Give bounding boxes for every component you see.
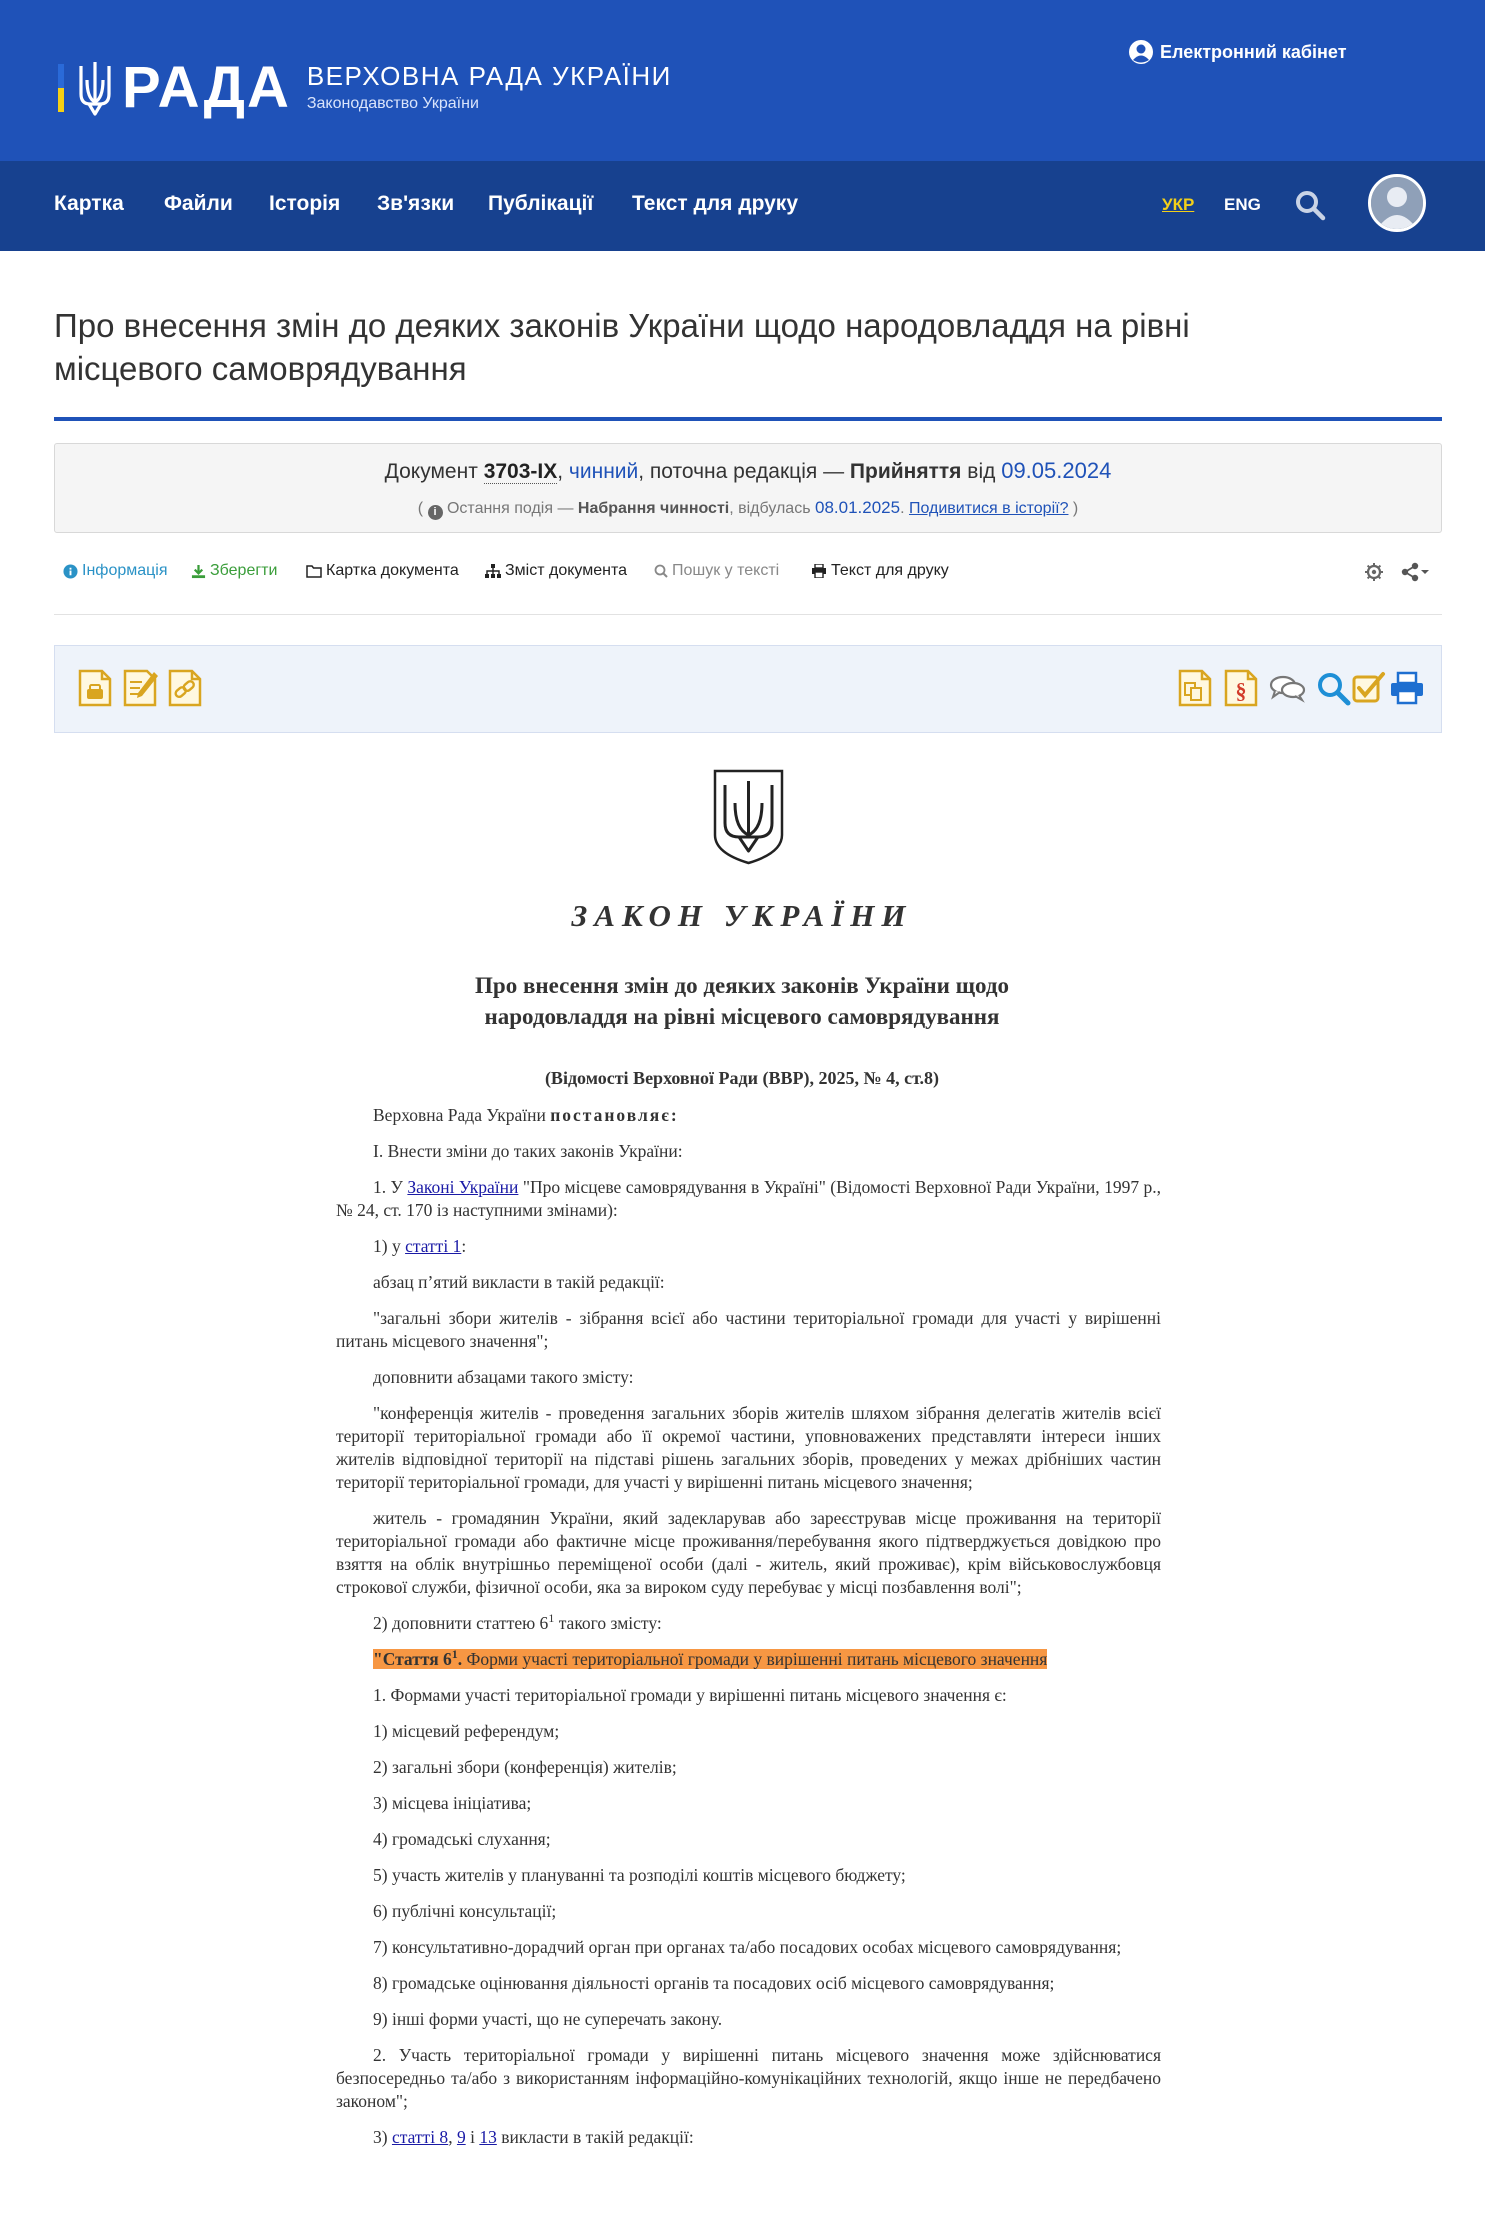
document-archive-icon[interactable] bbox=[75, 668, 115, 708]
document-toolbar bbox=[54, 558, 1442, 588]
status-from: від bbox=[967, 460, 996, 483]
rada-logo[interactable] bbox=[58, 56, 672, 120]
section-sign-icon[interactable] bbox=[1221, 668, 1261, 708]
document-link-icon[interactable] bbox=[165, 668, 205, 708]
last-event: ( i Остання подія — Набрання чинності, відбулась 08.01.2025. Подивитися в історії? ) bbox=[417, 498, 1079, 518]
law-paragraph: 3) статті 8, 9 і 13 викласти в такій редакції: bbox=[373, 2127, 694, 2147]
title-divider bbox=[54, 417, 1442, 421]
law-paragraph: 4) громадські слухання; bbox=[373, 1829, 551, 1849]
contents-label: Зміст документа bbox=[505, 562, 628, 579]
status-prefix: Документ bbox=[384, 460, 478, 483]
site-title: ВЕРХОВНА РАДА УКРАЇНИ bbox=[306, 61, 672, 91]
gear-icon[interactable] bbox=[1364, 562, 1384, 582]
paren-open: ( bbox=[417, 500, 424, 517]
law-paragraph: доповнити абзацами такого змісту: bbox=[373, 1367, 634, 1387]
article-link[interactable]: 9 bbox=[456, 2127, 466, 2147]
law-paragraph: 9) інші форми участі, що не суперечать закону. bbox=[373, 2009, 723, 2029]
document-state: чинний bbox=[568, 460, 639, 483]
document-card-button[interactable] bbox=[306, 562, 459, 580]
law-paragraph: "конференція жителів - проведення загальних зборів жителів шляхом зібрання делегатів жителів всієї території територіальної громади або її окремої частини, уповноважених представляти інтереси інших жителів відповідної території на підставі рішень загальних зборів, проведених у межах дрібніших частин території територіальної громади, для участі у вирішенні питань місцевого значення; bbox=[336, 1403, 1161, 1492]
search-label: Пошук у тексті bbox=[672, 562, 780, 579]
law-paragraph: 3) місцева ініціатива; bbox=[373, 1793, 532, 1813]
law-paragraph: Верховна Рада України постановляє: bbox=[373, 1105, 679, 1125]
lang-eng[interactable]: ENG bbox=[1224, 195, 1261, 214]
history-link[interactable]: Подивитися в історії? bbox=[908, 500, 1069, 517]
toolbar-divider bbox=[54, 614, 1442, 615]
print-text-button[interactable] bbox=[811, 562, 949, 580]
flag-icon bbox=[58, 64, 64, 112]
info-button[interactable] bbox=[63, 562, 168, 580]
document-number[interactable]: 3703-IX bbox=[483, 460, 558, 483]
article-link[interactable]: статті 1 bbox=[405, 1236, 462, 1256]
law-paragraph: 7) консультативно-дорадчий орган при органах та/або посадових особах місцевого самоврядування; bbox=[373, 1937, 1122, 1957]
lang-ukr[interactable]: УКР bbox=[1162, 195, 1195, 214]
printer-icon bbox=[811, 564, 827, 578]
nav-item-card[interactable]: Картка bbox=[54, 192, 124, 215]
last-event-held: , відбулась bbox=[729, 500, 811, 517]
law-paragraph: 2. Участь територіальної громади у вирішенні питань місцевого значення може здійснюватися безпосередньо та/або з використанням інформаційно-комунікаційних технологій, якщо інше не передбачено законом"; bbox=[336, 2045, 1161, 2111]
status-event: Прийняття bbox=[849, 460, 962, 483]
law-paragraph: 5) участь жителів у плануванні та розподілі коштів місцевого бюджету; bbox=[373, 1865, 906, 1885]
save-label: Зберегти bbox=[210, 562, 278, 579]
print-label: Текст для друку bbox=[831, 562, 949, 579]
main-nav bbox=[0, 161, 1485, 251]
share-icon[interactable] bbox=[1400, 562, 1432, 582]
info-icon: i bbox=[428, 505, 443, 520]
law-paragraph: 1) у статті 1: bbox=[373, 1236, 467, 1256]
download-icon bbox=[191, 564, 206, 579]
avatar[interactable] bbox=[1368, 174, 1426, 232]
status-date: 09.05.2024 bbox=[1001, 458, 1112, 483]
law-paragraph: "загальні збори жителів - зібрання всієї або частини територіальної громади для участі у вирішенні питань місцевого значення"; bbox=[336, 1308, 1161, 1351]
save-button[interactable] bbox=[191, 562, 277, 580]
folder-icon bbox=[306, 564, 322, 578]
search-in-text-button[interactable] bbox=[654, 562, 779, 580]
law-paragraph: 2) доповнити статтею $6^1$ такого змісту: bbox=[373, 1611, 662, 1633]
law-paragraph: житель - громадянин України, який задекларував або зареєстрував місце проживання на території територіальної громади або фактичне місце проживання/перебування якого підтверджується довідкою про взяття на облік внутрішньо переміщеної особи (далі - житель, який проживає), крім військовослужбовця строкової служби, фізичної особи, яка за вироком суду перебуває у місці позбавлення волі"; bbox=[336, 1508, 1161, 1597]
highlighted-article-heading: "Стаття $6^1$. Форми участі територіальної громади у вирішенні питань місцевого значення bbox=[373, 1647, 1048, 1669]
law-paragraph: 1. У Законі України "Про місцеве самоврядування в Україні" (Відомості Верховної Ради України, 1997 р., № 24, ст. 170 із наступними змінами): bbox=[336, 1177, 1162, 1220]
search-icon bbox=[654, 564, 668, 578]
card-label: Картка документа bbox=[326, 562, 459, 579]
site-header bbox=[0, 0, 1485, 161]
law-paragraph: 1) місцевий референдум; bbox=[373, 1721, 560, 1741]
nav-item-files[interactable]: Файли bbox=[164, 192, 233, 215]
document-edit-icon[interactable] bbox=[120, 668, 160, 708]
svg-text:§: § bbox=[1235, 678, 1247, 703]
law-publication: (Відомості Верховної Ради (ВВР), 2025, № 4, ст.8) bbox=[544, 1068, 940, 1088]
coat-of-arms-icon bbox=[711, 767, 786, 865]
logo-word: РАДА bbox=[122, 55, 291, 120]
user-circle-icon bbox=[1128, 39, 1154, 65]
law-paragraph: 2) загальні збори (конференція) жителів; bbox=[373, 1757, 677, 1777]
nav-item-print-text[interactable]: Текст для друку bbox=[632, 192, 799, 215]
law-paragraph: 8) громадське оцінювання діяльності органів та посадових осіб місцевого самоврядування; bbox=[373, 1973, 1055, 1993]
cabinet-label: Електронний кабінет bbox=[1160, 41, 1347, 62]
document-compare-icon[interactable] bbox=[1175, 668, 1215, 708]
info-label: Інформація bbox=[82, 562, 168, 579]
article-link[interactable]: 13 bbox=[479, 2127, 497, 2147]
nav-item-history[interactable]: Історія bbox=[269, 192, 341, 215]
checklist-icon[interactable] bbox=[1349, 668, 1389, 708]
law-body bbox=[336, 1104, 1161, 2162]
print-icon[interactable] bbox=[1387, 668, 1427, 708]
paren-close: ) bbox=[1072, 500, 1079, 517]
document-status-box bbox=[54, 443, 1442, 533]
nav-item-links[interactable]: Зв'язки bbox=[377, 192, 455, 215]
law-paragraph: I. Внести зміни до таких законів України: bbox=[373, 1141, 683, 1161]
electronic-cabinet-link[interactable] bbox=[1128, 38, 1347, 66]
law-name-line2: народовладдя на рівні місцевого самоврядування bbox=[484, 1004, 1000, 1029]
trident-icon bbox=[76, 58, 114, 118]
law-paragraph: абзац п’ятий викласти в такій редакції: bbox=[373, 1272, 665, 1292]
sitemap-icon bbox=[485, 564, 501, 578]
page-title: Про внесення змін до деяких законів України щодо народовладдя на рівні місцевого самоврядування bbox=[54, 307, 1190, 387]
article-link[interactable]: статті 8 bbox=[391, 2127, 449, 2147]
comments-icon[interactable] bbox=[1267, 668, 1307, 708]
law-paragraph: 1. Формами участі територіальної громади у вирішенні питань місцевого значення є: bbox=[373, 1685, 1007, 1705]
status-edition: , поточна редакція — bbox=[638, 460, 845, 483]
document-actions-panel bbox=[54, 645, 1442, 733]
contents-button[interactable] bbox=[485, 562, 627, 580]
law-heading: ЗАКОН УКРАЇНИ bbox=[571, 898, 913, 933]
law-name-line1: Про внесення змін до деяких законів України щодо bbox=[475, 973, 1009, 998]
law-paragraph: 6) публічні консультації; bbox=[373, 1901, 557, 1921]
user-icon bbox=[1371, 177, 1423, 229]
search-icon[interactable] bbox=[1294, 189, 1326, 221]
info-circle-icon bbox=[63, 564, 78, 579]
last-event-label: Остання подія — bbox=[446, 500, 574, 517]
law-link[interactable]: Законі України bbox=[407, 1177, 519, 1197]
last-event-date: 08.01.2025 bbox=[814, 498, 901, 517]
law-name bbox=[336, 970, 1148, 1032]
magnifier-icon[interactable] bbox=[1313, 668, 1353, 708]
document-status: Документ 3703-IX, чинний, поточна редакція — Прийняття від 09.05.2024 bbox=[384, 458, 1112, 483]
nav-item-publications[interactable]: Публікації bbox=[488, 192, 594, 215]
site-subtitle: Законодавство України bbox=[306, 95, 479, 112]
last-event-name: Набрання чинності bbox=[577, 500, 730, 517]
